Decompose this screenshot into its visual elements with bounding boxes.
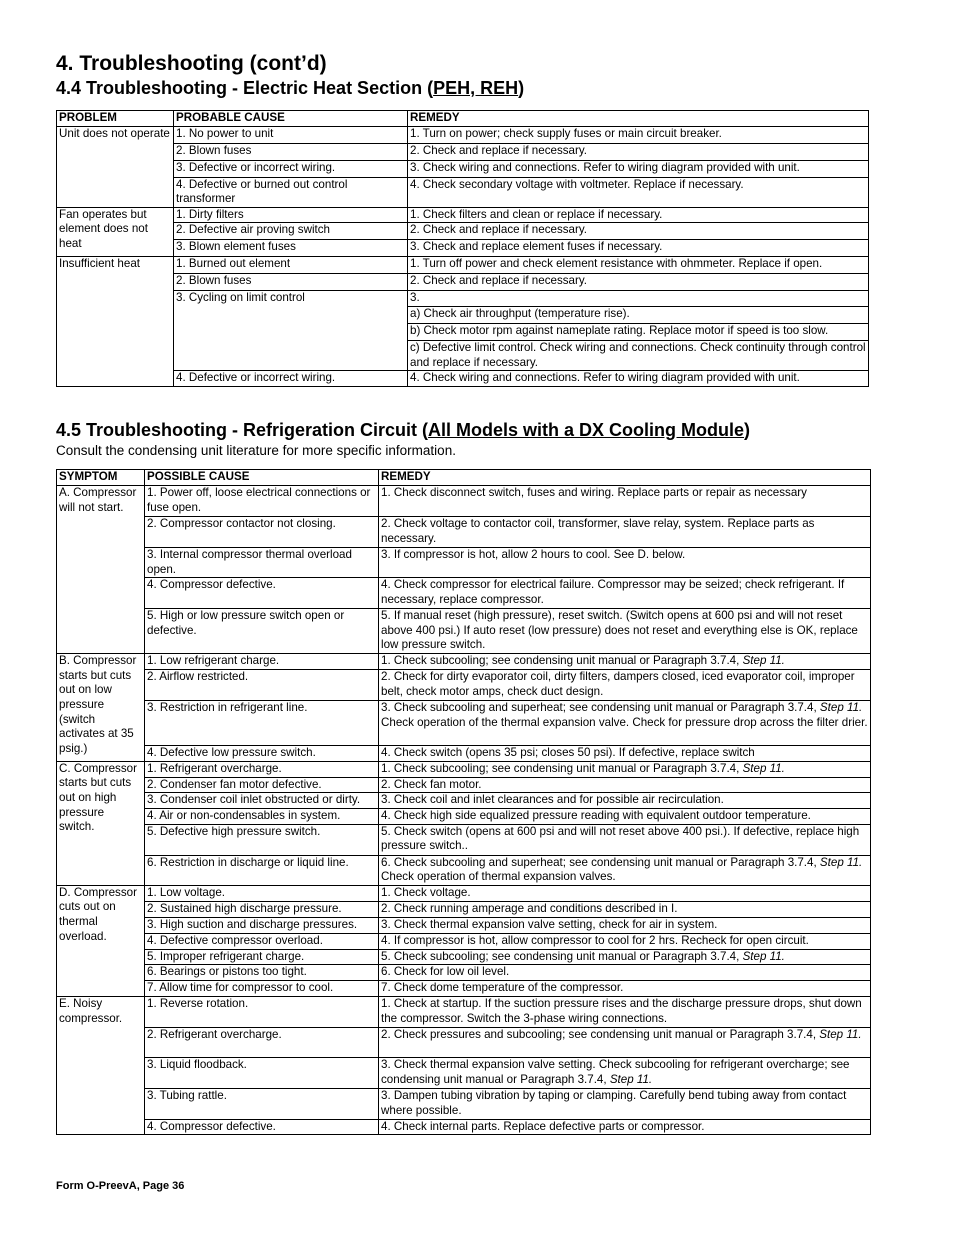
remedy-cell: b) Check motor rpm against nameplate rating. Replace motor if speed is too slow. <box>408 323 869 340</box>
remedy-cell: a) Check air throughput (temperature rise). <box>408 306 869 323</box>
problem-cell: Unit does not operate <box>57 126 174 207</box>
cause-cell: 5. Improper refrigerant charge. <box>145 949 379 965</box>
table-row <box>57 933 871 949</box>
table-row <box>57 885 871 901</box>
remedy-cell: 2. Check running amperage and conditions described in I. <box>379 901 871 917</box>
remedy-cell: 1. Check voltage. <box>379 885 871 901</box>
table-row <box>57 793 871 809</box>
column-header-remedy: REMEDY <box>408 111 869 127</box>
remedy-cell: c) Defective limit control. Check wiring and connections. Check continuity through control and replace if necessary. <box>408 340 869 370</box>
table-row <box>57 808 871 824</box>
table-row <box>57 160 869 177</box>
remedy-cell: 3. <box>408 291 869 307</box>
cause-cell: 3. Tubing rattle. <box>145 1089 379 1119</box>
remedy-cell: 2. Check fan motor. <box>379 777 871 793</box>
remedy-cell: 4. Check switch (opens 35 psi; closes 50 psi). If defective, replace switch <box>379 746 871 762</box>
table-row <box>57 223 869 240</box>
table-row <box>57 949 871 965</box>
table-row <box>57 240 869 257</box>
remedy-cell: 3. Check wiring and connections. Refer to wiring diagram provided with unit. <box>408 160 869 177</box>
symptom-cell: D. Compressor cuts out on thermal overload. <box>57 885 145 997</box>
cause-cell: 3. Liquid floodback. <box>145 1058 379 1089</box>
cause-cell: 3. High suction and discharge pressures. <box>145 917 379 933</box>
cause-cell: 7. Allow time for compressor to cool. <box>145 981 379 997</box>
remedy-cell: 1. Check filters and clean or replace if necessary. <box>408 207 869 223</box>
remedy-cell: 2. Check voltage to contactor coil, transformer, slave relay, system. Replace parts as necessary. <box>379 517 871 548</box>
cause-cell: 1. Refrigerant overcharge. <box>145 761 379 777</box>
cause-cell: 3. Restriction in refrigerant line. <box>145 701 379 746</box>
remedy-cell: 7. Check dome temperature of the compressor. <box>379 981 871 997</box>
remedy-cell: 4. Check internal parts. Replace defective parts or compressor. <box>379 1119 871 1135</box>
cause-cell: 2. Blown fuses <box>174 143 408 160</box>
remedy-cell: 5. If manual reset (high pressure), reset switch. (Switch opens at 600 psi and will not reset above 400 psi.) If auto reset (low pressure) does not reset and everything else is OK, replace low pressure switch. <box>379 609 871 654</box>
symptom-cell: E. Noisy compressor. <box>57 997 145 1135</box>
remedy-cell: 6. Check subcooling and superheat; see condensing unit manual or Paragraph 3.7.4, Step 11. Check operation of thermal expansion valves. <box>379 855 871 885</box>
cause-cell: 1. No power to unit <box>174 126 408 143</box>
remedy-cell: 5. Check subcooling; see condensing unit manual or Paragraph 3.7.4, Step 11. <box>379 949 871 965</box>
remedy-cell: 2. Check for dirty evaporator coil, dirty filters, dampers closed, iced evaporator coil, improper belt, check motor amps, check duct design. <box>379 670 871 701</box>
section-4-4-heading: 4.4 Troubleshooting - Electric Heat Section (PEH, REH) <box>56 78 525 98</box>
table-row <box>57 486 871 517</box>
table-row <box>57 761 871 777</box>
cause-cell: 2. Airflow restricted. <box>145 670 379 701</box>
cause-cell: 1. Low voltage. <box>145 885 379 901</box>
remedy-cell: 3. Check thermal expansion valve setting. Check subcooling for refrigerant overcharge; see condensing unit manual or Paragraph 3.7.4, Step 11. <box>379 1058 871 1089</box>
cause-cell: 1. Dirty filters <box>174 207 408 223</box>
cause-cell: 2. Blown fuses <box>174 274 408 291</box>
table-row <box>57 855 871 885</box>
cause-cell: 2. Condenser fan motor defective. <box>145 777 379 793</box>
remedy-cell: 1. Turn off power and check element resistance with ohmmeter. Replace if open. <box>408 257 869 274</box>
column-header-cause: PROBABLE CAUSE <box>174 111 408 127</box>
refrigeration-table <box>56 469 871 1135</box>
remedy-cell: 3. Check and replace element fuses if necessary. <box>408 240 869 257</box>
cause-cell: 2. Compressor contactor not closing. <box>145 517 379 548</box>
cause-cell: 4. Defective low pressure switch. <box>145 746 379 762</box>
cause-cell: 1. Power off, loose electrical connections or fuse open. <box>145 486 379 517</box>
table-row <box>57 291 869 307</box>
table-row <box>57 777 871 793</box>
table-row <box>57 548 871 578</box>
symptom-cell: A. Compressor will not start. <box>57 486 145 654</box>
cause-cell: 6. Restriction in discharge or liquid line. <box>145 855 379 885</box>
symptom-cell: C. Compressor starts but cuts out on high pressure switch. <box>57 761 145 885</box>
page-title: 4. Troubleshooting (cont’d) <box>56 52 327 75</box>
cause-cell: 5. High or low pressure switch open or defective. <box>145 609 379 654</box>
remedy-cell: 3. Check thermal expansion valve setting, check for air in system. <box>379 917 871 933</box>
table-row <box>57 257 869 274</box>
remedy-cell: 4. Check high side equalized pressure reading with equivalent outdoor temperature. <box>379 808 871 824</box>
remedy-cell: 2. Check and replace if necessary. <box>408 143 869 160</box>
remedy-cell: 5. Check switch (opens at 600 psi and will not reset above 400 psi.). If defective, replace high pressure switch.. <box>379 824 871 855</box>
remedy-cell: 1. Check subcooling; see condensing unit manual or Paragraph 3.7.4, Step 11. <box>379 761 871 777</box>
problem-cell: Insufficient heat <box>57 257 174 386</box>
table-row <box>57 901 871 917</box>
cause-cell: 3. Defective or incorrect wiring. <box>174 160 408 177</box>
remedy-cell: 1. Check disconnect switch, fuses and wiring. Replace parts or repair as necessary <box>379 486 871 517</box>
remedy-cell: 2. Check and replace if necessary. <box>408 274 869 291</box>
cause-cell: 6. Bearings or pistons too tight. <box>145 965 379 981</box>
cause-cell: 4. Defective compressor overload. <box>145 933 379 949</box>
column-header-remedy: REMEDY <box>379 470 871 486</box>
remedy-cell: 4. Check secondary voltage with voltmeter. Replace if necessary. <box>408 177 869 207</box>
remedy-cell: 3. Check coil and inlet clearances and for possible air recirculation. <box>379 793 871 809</box>
table-row <box>57 143 869 160</box>
remedy-cell: 4. Check compressor for electrical failure. Compressor may be seized; check refrigerant. If necessary, replace compressor. <box>379 578 871 609</box>
cause-cell: 4. Compressor defective. <box>145 1119 379 1135</box>
table-row <box>57 746 871 762</box>
symptom-cell: B. Compressor starts but cuts out on low pressure (switch activates at 35 psig.) <box>57 654 145 762</box>
remedy-cell: 2. Check and replace if necessary. <box>408 223 869 240</box>
cause-cell: 4. Defective or incorrect wiring. <box>174 371 408 387</box>
remedy-cell: 1. Check at startup. If the suction pressure rises and the discharge pressure drops, shut down the compressor. Switch the 3-phase wiring connections. <box>379 997 871 1028</box>
table-row <box>57 578 871 609</box>
table-row <box>57 981 871 997</box>
cause-cell: 3. Cycling on limit control <box>174 291 408 371</box>
table-row <box>57 371 869 387</box>
cause-cell: 1. Burned out element <box>174 257 408 274</box>
remedy-cell: 3. Check subcooling and superheat; see condensing unit manual or Paragraph 3.7.4, Step 11. Check operation of the thermal expansion valve. Check for pressure drop across the filter drier. <box>379 701 871 746</box>
table-row <box>57 917 871 933</box>
table-row <box>57 997 871 1028</box>
section-4-5-heading: 4.5 Troubleshooting - Refrigeration Circuit (All Models with a DX Cooling Module) <box>56 420 751 440</box>
section-4-5-models-link: All Models with a DX Cooling Module <box>428 420 745 440</box>
table-row <box>57 1089 871 1119</box>
table-row <box>57 207 869 223</box>
remedy-cell: 3. Dampen tubing vibration by taping or clamping. Carefully bend tubing away from contact where possible. <box>379 1089 871 1119</box>
remedy-cell: 4. If compressor is hot, allow compressor to cool for 2 hrs. Recheck for open circuit. <box>379 933 871 949</box>
table-row <box>57 965 871 981</box>
table-row <box>57 1119 871 1135</box>
table-row <box>57 670 871 701</box>
column-header-problem: PROBLEM <box>57 111 174 127</box>
remedy-cell: 3. If compressor is hot, allow 2 hours to cool. See D. below. <box>379 548 871 578</box>
cause-cell: 2. Refrigerant overcharge. <box>145 1028 379 1058</box>
section-4-4-models-link: PEH, REH <box>433 78 519 98</box>
table-row <box>57 274 869 291</box>
remedy-cell: 6. Check for low oil level. <box>379 965 871 981</box>
problem-cell: Fan operates but element does not heat <box>57 207 174 257</box>
table-header-row <box>57 470 871 486</box>
table-row <box>57 177 869 207</box>
cause-cell: 2. Defective air proving switch <box>174 223 408 240</box>
section-4-5-note: Consult the condensing unit literature for more specific information. <box>56 443 456 458</box>
cause-cell: 1. Reverse rotation. <box>145 997 379 1028</box>
cause-cell: 4. Defective or burned out control transformer <box>174 177 408 207</box>
cause-cell: 3. Internal compressor thermal overload open. <box>145 548 379 578</box>
table-row <box>57 1028 871 1058</box>
table-row <box>57 824 871 855</box>
remedy-cell: 1. Check subcooling; see condensing unit manual or Paragraph 3.7.4, Step 11. <box>379 654 871 670</box>
table-header-row <box>57 111 869 127</box>
column-header-symptom: SYMPTOM <box>57 470 145 486</box>
remedy-cell: 4. Check wiring and connections. Refer to wiring diagram provided with unit. <box>408 371 869 387</box>
table-row <box>57 517 871 548</box>
page-footer: Form O-PreevA, Page 36 <box>56 1180 185 1192</box>
remedy-cell: 2. Check pressures and subcooling; see condensing unit manual or Paragraph 3.7.4, Step 11. <box>379 1028 871 1058</box>
cause-cell: 4. Air or non-condensables in system. <box>145 808 379 824</box>
cause-cell: 3. Condenser coil inlet obstructed or dirty. <box>145 793 379 809</box>
cause-cell: 3. Blown element fuses <box>174 240 408 257</box>
column-header-cause: POSSIBLE CAUSE <box>145 470 379 486</box>
table-row <box>57 126 869 143</box>
cause-cell: 2. Sustained high discharge pressure. <box>145 901 379 917</box>
remedy-cell: 1. Turn on power; check supply fuses or main circuit breaker. <box>408 126 869 143</box>
cause-cell: 1. Low refrigerant charge. <box>145 654 379 670</box>
table-row <box>57 654 871 670</box>
cause-cell: 5. Defective high pressure switch. <box>145 824 379 855</box>
table-row <box>57 701 871 746</box>
table-row <box>57 1058 871 1089</box>
table-row <box>57 609 871 654</box>
electric-heat-table <box>56 110 869 387</box>
cause-cell: 4. Compressor defective. <box>145 578 379 609</box>
